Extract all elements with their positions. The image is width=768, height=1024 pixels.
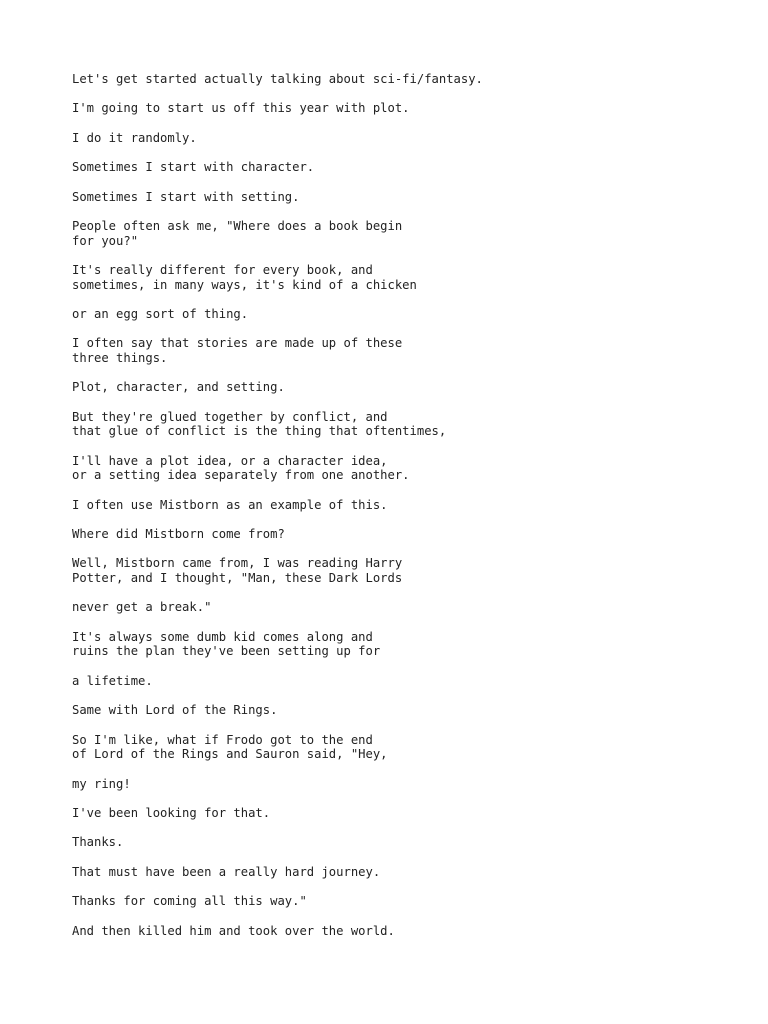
transcript-page: [72, 72, 712, 953]
transcript-paragraph: I've been looking for that.: [72, 805, 271, 820]
transcript-paragraph: Well, Mistborn came from, I was reading Harry Potter, and I thought, "Man, these Dark Lords: [72, 556, 403, 586]
transcript-paragraph: And then killed him and took over the world.: [72, 923, 395, 938]
transcript-paragraph: I'll have a plot idea, or a character idea, or a setting idea separately from one another.: [72, 453, 410, 483]
transcript-paragraph: That must have been a really hard journey.: [72, 864, 381, 879]
transcript-paragraph: I often say that stories are made up of these three things.: [72, 336, 403, 365]
transcript-paragraph: It's really different for every book, and sometimes, in many ways, it's kind of a chicken: [72, 262, 417, 292]
transcript-paragraph: Plot, character, and setting.: [72, 380, 285, 395]
transcript-paragraph: my ring!: [72, 776, 131, 791]
transcript-paragraph: I do it randomly.: [72, 130, 197, 145]
transcript-paragraph: Sometimes I start with character.: [72, 160, 315, 175]
transcript-paragraph: Sometimes I start with setting.: [72, 189, 300, 204]
transcript-paragraph: It's always some dumb kid comes along and ruins the plan they've been setting up for: [72, 629, 381, 659]
transcript-paragraph: So I'm like, what if Frodo got to the end of Lord of the Rings and Sauron said, "Hey,: [72, 732, 388, 762]
transcript-paragraph: But they're glued together by conflict, and that glue of conflict is the thing that oftentimes,: [72, 409, 447, 439]
transcript-paragraph: I often use Mistborn as an example of this.: [72, 497, 388, 512]
transcript-paragraph: Thanks.: [72, 835, 124, 850]
transcript-paragraph: Let's get started actually talking about sci-fi/fantasy.: [72, 72, 483, 86]
transcript-paragraph: Same with Lord of the Rings.: [72, 703, 278, 718]
transcript-paragraph: People often ask me, "Where does a book begin for you?": [72, 218, 403, 248]
transcript-paragraph: or an egg sort of thing.: [72, 306, 249, 321]
transcript-paragraph: never get a break.": [72, 600, 212, 615]
transcript-paragraph: Where did Mistborn come from?: [72, 527, 285, 542]
transcript-paragraph: I'm going to start us off this year with plot.: [72, 101, 410, 116]
transcript-paragraph: Thanks for coming all this way.": [72, 894, 307, 909]
transcript-paragraph: a lifetime.: [72, 673, 153, 688]
